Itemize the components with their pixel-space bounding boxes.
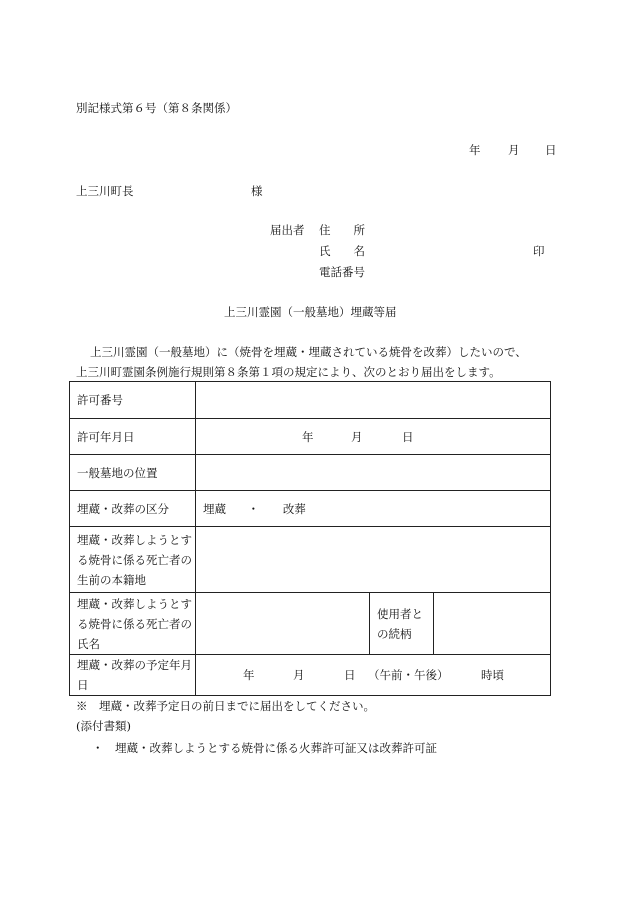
category-option-reburial[interactable]: 改葬	[282, 501, 306, 516]
domicile-label: 埋蔵・改葬しようとする焼骨に係る死亡者の生前の本籍地	[70, 527, 196, 593]
location-label: 一般墓地の位置	[70, 455, 196, 491]
row-deceased-name	[70, 593, 551, 655]
applicant-address-label: 住 所	[319, 223, 365, 237]
category-option-burial[interactable]: 埋蔵	[203, 501, 226, 516]
body-line-2: 上三川町霊園条例施行規則第８条第１項の規定により、次のとおり届出をします。	[76, 365, 501, 379]
deceased-name-label: 埋蔵・改葬しようとする焼骨に係る死亡者の氏名	[70, 593, 196, 655]
applicant-name-label: 氏 名	[319, 244, 365, 258]
permit-number-field[interactable]	[196, 382, 551, 419]
row-permit-date	[70, 419, 551, 455]
schedule-month: 月	[293, 668, 305, 682]
permit-number-label: 許可番号	[70, 382, 196, 419]
category-separator: ・	[247, 501, 260, 516]
applicant-phone-label: 電話番号	[319, 265, 365, 279]
category-field[interactable]	[196, 491, 551, 527]
row-category	[70, 491, 551, 527]
permit-date-year: 年	[302, 430, 314, 444]
date-day: 日	[545, 143, 557, 157]
attachments-label: (添付書類)	[76, 719, 131, 733]
row-domicile	[70, 527, 551, 593]
body-line-1: 上三川霊園（一般墓地）に（焼骨を埋蔵・埋蔵されている焼骨を改葬）したいので、	[90, 345, 527, 359]
schedule-day: 日	[344, 668, 356, 682]
row-schedule	[70, 655, 551, 696]
permit-date-label: 許可年月日	[70, 419, 196, 455]
permit-date-month: 月	[351, 430, 363, 444]
category-label: 埋蔵・改葬の区分	[70, 491, 196, 527]
seal-mark: 印	[533, 244, 545, 258]
addressee-name: 上三川町長	[76, 184, 134, 198]
applicant-label: 届出者	[270, 223, 305, 237]
row-permit-number	[70, 382, 551, 419]
form-number: 別記様式第６号（第８条関係）	[76, 101, 237, 115]
schedule-field[interactable]	[196, 655, 551, 696]
submission-date	[469, 142, 557, 158]
relation-label: 使用者との続柄	[370, 593, 434, 655]
schedule-label: 埋蔵・改葬の予定年月日	[70, 655, 196, 696]
application-table	[69, 381, 551, 696]
attachment-item: ・ 埋蔵・改葬しようとする焼骨に係る火葬許可証又は改葬許可証	[92, 741, 437, 755]
schedule-time: 時頃	[481, 668, 504, 682]
addressee-honorific: 様	[251, 184, 263, 198]
date-year: 年	[469, 143, 481, 157]
domicile-field[interactable]	[196, 527, 551, 593]
schedule-year: 年	[243, 668, 255, 682]
relation-field[interactable]	[434, 593, 551, 655]
document-title: 上三川霊園（一般墓地）埋蔵等届	[224, 305, 397, 319]
deadline-note: ※ 埋蔵・改葬予定日の前日までに届出をしてください。	[76, 699, 375, 713]
deceased-name-field[interactable]	[196, 593, 370, 655]
location-field[interactable]	[196, 455, 551, 491]
permit-date-field[interactable]	[196, 419, 551, 455]
date-month: 月	[508, 143, 520, 157]
row-location	[70, 455, 551, 491]
schedule-ampm: （午前・午後）	[368, 668, 449, 682]
permit-date-day: 日	[402, 430, 414, 444]
